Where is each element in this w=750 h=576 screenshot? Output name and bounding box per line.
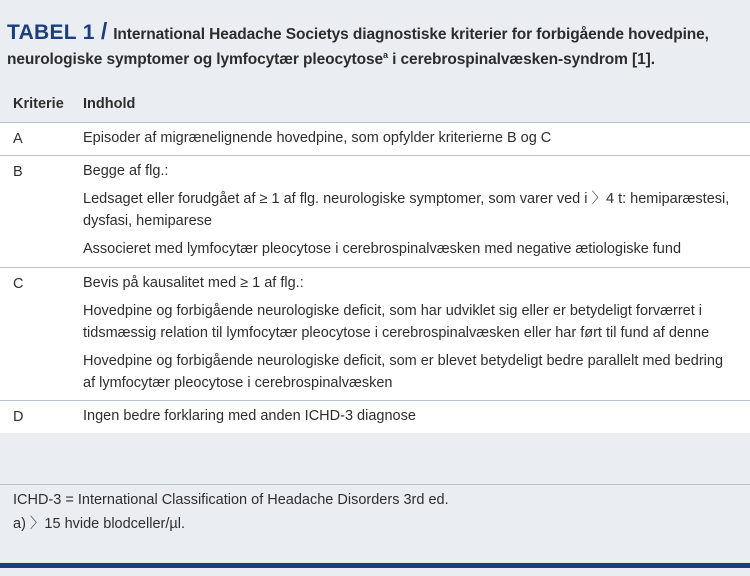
header-kriterie: Kriterie	[13, 96, 64, 112]
row-key: B	[13, 163, 23, 180]
footnote-abbreviation: ICHD-3 = International Classification of Headache Disorders 3rd ed.	[13, 492, 449, 508]
row-line: Hovedpine og forbigående neurologiske deficit, som har udviklet sig eller er betydeligt forværret i tidsmæssig relation til lymfocytær pleocytose i cerebrospinalvæsken eller har ført til fund af denne	[83, 303, 710, 341]
table-header	[0, 86, 750, 122]
row-content	[83, 401, 750, 433]
row-line: Hovedpine og forbigående neurologiske deficit, som er blevet betydeligt bedre parallelt med bedring af lymfocytær pleocytose i cerebrospinalvæsken	[83, 353, 724, 391]
row-line: Ingen bedre forklaring med anden ICHD-3 diagnose	[83, 408, 416, 424]
caption-text: International Headache Societys diagnostiske kriterier for forbigående hovedpine, neurologiske symptomer og lymfocytær pleocytose	[7, 26, 709, 68]
row-line: Bevis på kausalitet med ≥ 1 af flg.:	[83, 274, 304, 291]
bottom-rule	[0, 563, 750, 568]
row-line: Episoder af migrænelignende hovedpine, som opfylder kriterierne B og C	[83, 130, 552, 146]
caption-superscript: a	[383, 49, 388, 60]
table-label: TABEL 1	[7, 21, 95, 44]
table-row	[0, 267, 750, 401]
header-indhold: Indhold	[83, 96, 136, 112]
table-row	[0, 122, 750, 155]
row-key: C	[13, 275, 24, 292]
row-key: A	[13, 131, 23, 147]
row-line: Ledsaget eller forudgået af ≥ 1 af flg. neurologiske symptomer, som varer ved i 〉4 t: hemiparæstesi, dysfasi, hemiparese	[83, 191, 730, 229]
row-line: Associeret med lymfocytær pleocytose i cerebrospinalvæsken med negative ætiologiske fund	[83, 241, 682, 257]
table-row	[0, 155, 750, 267]
row-content	[83, 268, 750, 401]
footnote-a: a) 〉15 hvide blodceller/µl.	[13, 516, 185, 532]
row-content	[83, 156, 750, 267]
caption-slash: /	[100, 18, 108, 44]
table-footnotes	[0, 484, 750, 536]
row-line: Begge af flg.:	[83, 162, 169, 179]
row-content	[83, 123, 750, 155]
table-caption	[7, 19, 747, 72]
row-key: D	[13, 409, 24, 425]
caption-text-end: i cerebrospinalvæsken-syndrom [1].	[387, 51, 655, 68]
table-row	[0, 400, 750, 433]
criteria-table	[0, 86, 750, 433]
